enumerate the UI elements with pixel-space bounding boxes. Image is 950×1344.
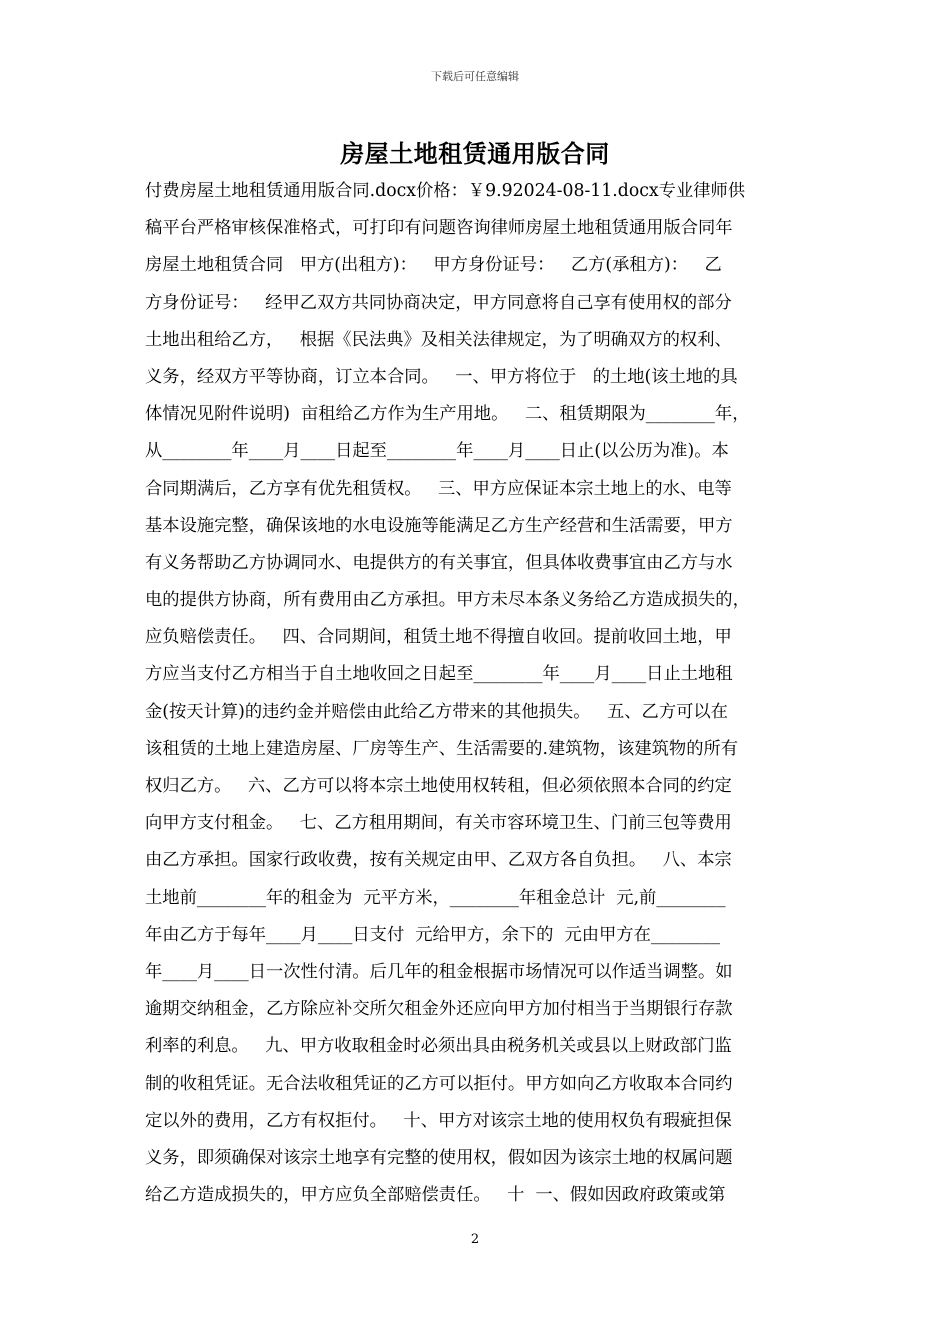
body-line: 由乙方承担。国家行政收费，按有关规定由甲、乙双方各自负担。 八、本宗 — [145, 850, 732, 871]
body-line: 年____月____日一次性付清。后几年的租金根据市场情况可以作适当调整。如 — [145, 961, 733, 982]
body-line: 利率的利息。 九、甲方收取租金时必须出具由税务机关或县以上财政部门监 — [145, 1036, 732, 1057]
body-line: 制的收租凭证。无合法收租凭证的乙方可以拒付。甲方如向乙方收取本合同约 — [145, 1073, 733, 1094]
body-line: 给乙方造成损失的，甲方应负全部赔偿责任。 十 一、假如因政府政策或第 — [145, 1185, 726, 1206]
body-line: 稿平台严格审核保准格式，可打印有问题咨询律师房屋土地租赁通用版合同年 — [145, 218, 733, 239]
body-line: 权归乙方。 六、乙方可以将本宗土地使用权转租，但必须依照本合同的约定 — [145, 776, 732, 796]
body-line: 土地出租给乙方， 根据《民法典》及相关法律规定，为了明确双方的权利、 — [145, 329, 732, 350]
document-title: 房屋土地租赁通用版合同 — [340, 139, 610, 168]
body-line: 年由乙方于每年____月____日支付 元给甲方，余下的 元由甲方在________ — [145, 924, 720, 945]
body-line: 定以外的费用，乙方有权拒付。 十、甲方对该宗土地的使用权负有瑕疵担保 — [145, 1110, 732, 1131]
body-line: 电的提供方协商，所有费用由乙方承担。甲方未尽本条义务给乙方造成损失的， — [145, 590, 750, 611]
body-line: 体情况见附件说明) 亩租给乙方作为生产用地。 二、租赁期限为________年， — [145, 404, 750, 425]
body-line: 土地前________年的租金为 元平方米，________年租金总计 元,前________ — [145, 887, 726, 908]
body-line: 方身份证号： 经甲乙双方共同协商决定，甲方同意将自己享有使用权的部分 — [145, 292, 732, 313]
body-line: 方应当支付乙方相当于自土地收回之日起至________年____月____日止土地租 — [145, 664, 733, 685]
body-line: 义务，即须确保对该宗土地享有完整的使用权，假如因为该宗土地的权属问题 — [145, 1147, 733, 1168]
body-line: 应负赔偿责任。 四、合同期间，租赁土地不得擅自收回。提前收回土地，甲 — [145, 627, 732, 648]
body-line: 向甲方支付租金。 七、乙方租用期间，有关市容环境卫生、门前三包等费用 — [145, 813, 732, 834]
body-line: 金(按天计算)的违约金并赔偿由此给乙方带来的其他损失。 五、乙方可以在 — [145, 701, 728, 722]
body-line: 从________年____月____日起至________年____月____日止(以公历为准)。本 — [145, 441, 729, 462]
body-line: 付费房屋土地租赁通用版合同.docx价格：￥9.92024-08-11.docx专业律师供 — [145, 181, 746, 201]
body-line: 房屋土地租赁合同 甲方(出租方)： 甲方身份证号： 乙方(承租方)： 乙 — [145, 255, 722, 276]
page-number: 2 — [470, 1232, 480, 1247]
header-note: 下载后可任意编辑 — [431, 70, 519, 83]
body-line: 逾期交纳租金，乙方除应补交所欠租金外还应向甲方加付相当于当期银行存款 — [145, 999, 733, 1020]
body-line: 义务，经双方平等协商，订立本合同。 一、甲方将位于 的土地(该土地的具 — [145, 366, 738, 387]
body-line: 基本设施完整，确保该地的水电设施等能满足乙方生产经营和生活需要，甲方 — [145, 515, 733, 536]
contract-body — [145, 173, 809, 1214]
body-line: 合同期满后，乙方享有优先租赁权。 三、甲方应保证本宗土地上的水、电等 — [145, 478, 732, 499]
body-line: 有义务帮助乙方协调同水、电提供方的有关事宜，但具体收费事宜由乙方与水 — [145, 552, 733, 573]
body-line: 该租赁的土地上建造房屋、厂房等生产、生活需要的.建筑物，该建筑物的所有 — [145, 738, 739, 759]
